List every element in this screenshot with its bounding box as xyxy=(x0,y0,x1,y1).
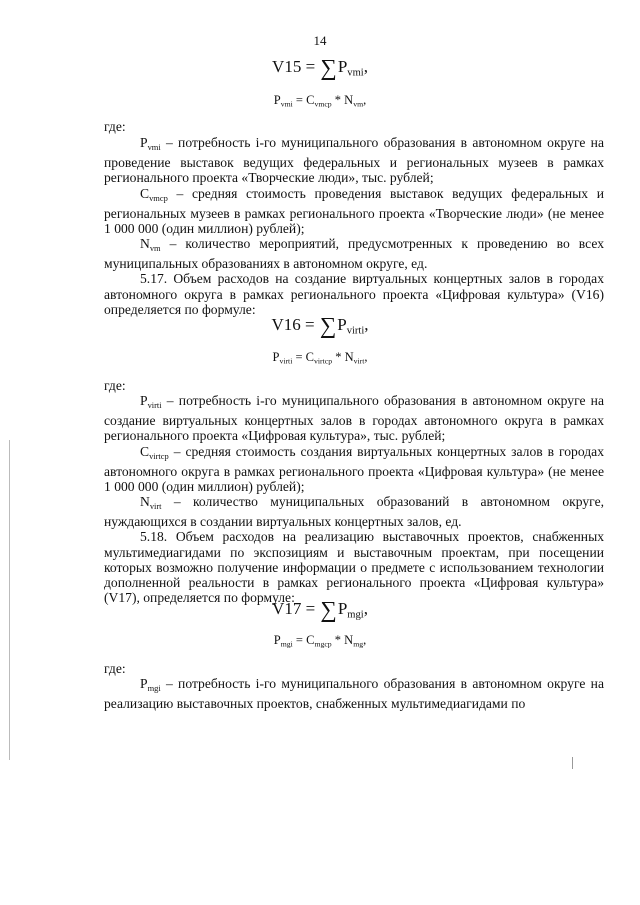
formula-v16: $V16 = \sum P_{virti}$, xyxy=(271,313,369,338)
sum-sign: ∑ xyxy=(320,597,337,622)
formula-lhs: V15 xyxy=(272,57,302,76)
formula-v17: $V17 = \sum P_{mgi}$, xyxy=(272,597,368,622)
sum-sign: ∑ xyxy=(319,313,337,338)
formula-v15: $V15 = \sum P_{vmi}$, xyxy=(272,55,368,80)
scan-edge-mark xyxy=(572,757,573,769)
definition-p-vmi: $P_{vmi}$ – потребность i-го муниципального образования в автономном округе на проведение выставок ведущих федеральных и региональных музеев в рамках регионального проекта «Творческие люди», тыс. рублей; xyxy=(104,135,604,186)
page-number: 14 xyxy=(313,33,327,48)
definition-block-v15 xyxy=(104,135,604,317)
section-5-18: 5.18. Объем расходов на реализацию выставочных проектов, снабженных мультимедиагидами по экспозициям и выставочным проектам, при посещении которых возможно получение информации о предмете с использованием технологии дополненной реальности в рамках регионального проекта «Цифровая культура» (V17), определяется по формуле: xyxy=(104,529,604,606)
definition-n-vm: $N_{vm}$ – количество мероприятий, предусмотренных к проведению во всех муниципальных образованиях в автономном округе, ед. xyxy=(104,236,604,272)
formula-lhs: V17 xyxy=(272,599,302,618)
definition-block-v17 xyxy=(104,676,604,711)
formula-p-vmi: $P_{vmi} = C_{vmcp} * N_{vm}$, xyxy=(273,93,367,109)
definition-c-vmcp: $C_{vmcp}$ – средняя стоимость проведения выставок ведущих федеральных и региональных музеев в рамках регионального проекта «Творческие люди» (не менее 1 000 000 (один миллион) рублей); xyxy=(104,185,604,236)
where-label: где: xyxy=(104,119,126,134)
sum-sign: ∑ xyxy=(320,55,337,80)
section-5-17: 5.17. Объем расходов на создание виртуальных концертных залов в городах автономного округа в рамках регионального проекта «Цифровая культура» (V16) определяется по формуле: xyxy=(104,271,604,317)
where-label: где: xyxy=(104,661,126,676)
definition-c-virtcp: $C_{virtcp}$ – средняя стоимость создания виртуальных концертных залов в городах автономного округа в рамках регионального проекта «Цифровая культура» (не менее 1 000 000 (один миллион) рублей); xyxy=(104,443,604,494)
formula-subscript: vmi xyxy=(347,67,364,79)
definition-p-mgi: $P_{mgi}$ – потребность i-го муниципального образования в автономном округе на реализацию выставочных проектов, снабженных мультимедиагидами по xyxy=(104,676,604,712)
where-label: где: xyxy=(104,378,126,393)
formula-p-virti: $P_{virti} = C_{virtcp} * N_{virt}$, xyxy=(272,350,368,366)
definition-n-virt: $N_{virt}$ – количество муниципальных образований в автономном округе, нуждающихся в создании виртуальных концертных залов, ед. xyxy=(104,494,604,530)
formula-p-mgi: $P_{mgi} = C_{mgcp} * N_{mg}$, xyxy=(273,633,367,649)
definition-p-virti: $P_{virti}$ – потребность i-го муниципального образования в автономном округе на создание виртуальных концертных залов в городах автономного округа в рамках регионального проекта «Цифровая культура», тыс. рублей; xyxy=(104,393,604,444)
definition-block-v16 xyxy=(104,393,604,605)
scan-edge-mark xyxy=(9,440,10,760)
formula-lhs: V16 xyxy=(271,315,301,334)
